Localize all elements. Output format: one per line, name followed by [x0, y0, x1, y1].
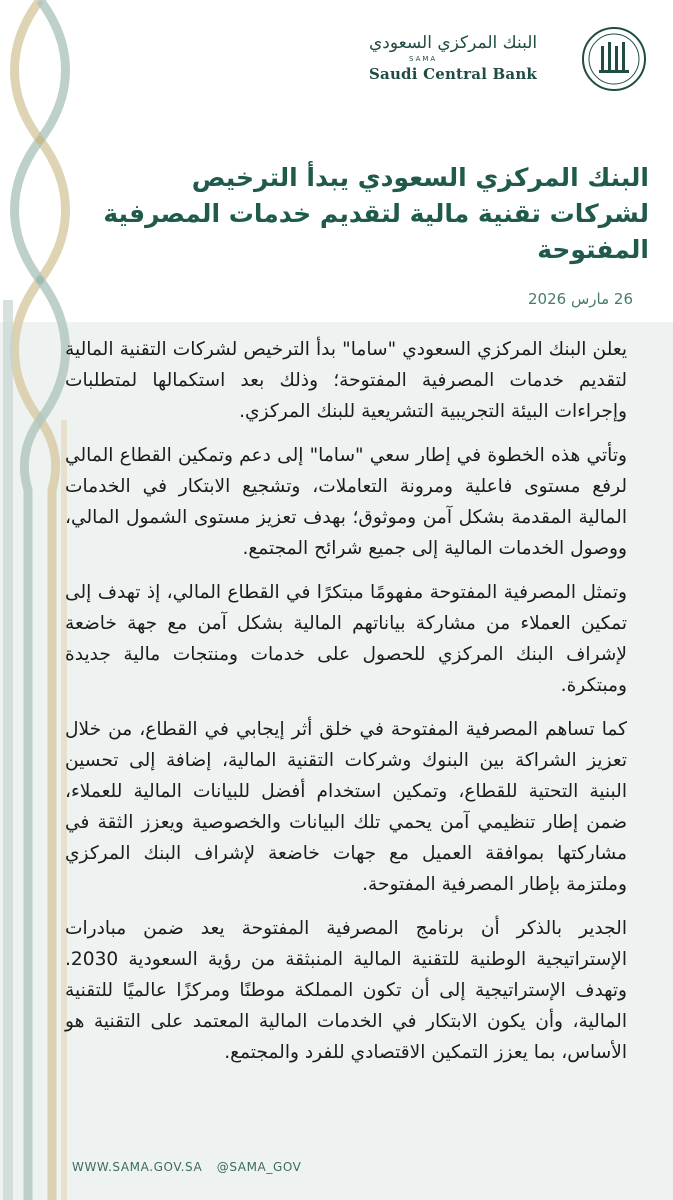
footer-social-handle[interactable]: @SAMA_GOV — [216, 1160, 302, 1174]
sama-emblem-icon — [581, 26, 647, 92]
footer — [72, 1160, 312, 1174]
release-date: 26 مارس 2026 — [528, 290, 633, 308]
body-paragraph: يعلن البنك المركزي السعودي "ساما" بدأ الترخيص لشركات التقنية المالية لتقديم خدمات المصرفية المفتوحة؛ وذلك بعد استكمالها لمتطلبات وإجراءات البيئة التجريبية التشريعية للبنك المركزي. — [65, 339, 627, 422]
body-paragraph: الجدير بالذكر أن برنامج المصرفية المفتوحة يعد ضمن مبادرات الإستراتيجية الوطنية للتقنية المالية المنبثقة من رؤية السعودية 2030. وتهدف الإستراتيجية إلى أن تكون المملكة موطنًا ومركزًا عالميًا للتقنية المالية، وأن يكون الابتكار في الخدمات المالية المعتمد على التقنية هو الأساس، بما يعزز التمكين الاقتصادي للفرد والمجتمع. — [65, 918, 627, 1063]
footer-website-link[interactable]: WWW.SAMA.GOV.SA — [72, 1160, 203, 1174]
body-paragraph: وتمثل المصرفية المفتوحة مفهومًا مبتكرًا في القطاع المالي، إذ تهدف إلى تمكين العملاء من مشاركة بياناتهم المالية بشكل آمن مع جهة خاضعة لإشراف البنك المركزي للحصول على خدمات ومنتجات مالية جديدة ومبتكرة. — [65, 582, 627, 696]
body-paragraph: كما تساهم المصرفية المفتوحة في خلق أثر إيجابي في القطاع، من خلال تعزيز الشراكة بين البنوك وشركات التقنية المالية، إضافة إلى تحسين البنية التحتية للقطاع، وتمكين استخدام أفضل للبيانات المالية للعملاء، ضمن إطار تنظيمي آمن يحمي تلك البيانات والخصوصية ويعزز الثقة في مشاركتها بموافقة العميل مع جهات خاضعة لإشراف البنك المركزي وملتزمة بإطار المصرفية المفتوحة. — [65, 719, 627, 895]
press-release-body — [65, 334, 627, 1081]
press-release-title: البنك المركزي السعودي يبدأ الترخيص لشركات تقنية مالية لتقديم خدمات المصرفية المفتوحة — [103, 163, 649, 264]
sama-logo — [347, 26, 647, 96]
logo-english-name: Saudi Central Bank — [369, 65, 538, 83]
logo-abbrev: SAMA — [409, 55, 438, 63]
body-paragraph: وتأتي هذه الخطوة في إطار سعي "ساما" إلى دعم وتمكين القطاع المالي لرفع مستوى فاعلية ومرونة التعاملات، وتشجيع الابتكار في الخدمات المالية المقدمة بشكل آمن وموثوق؛ بهدف تعزيز مستوى الشمول المالي، ووصول الخدمات المالية إلى جميع شرائح المجتمع. — [65, 445, 627, 559]
logo-arabic-name: البنك المركزي السعودي — [369, 33, 538, 53]
